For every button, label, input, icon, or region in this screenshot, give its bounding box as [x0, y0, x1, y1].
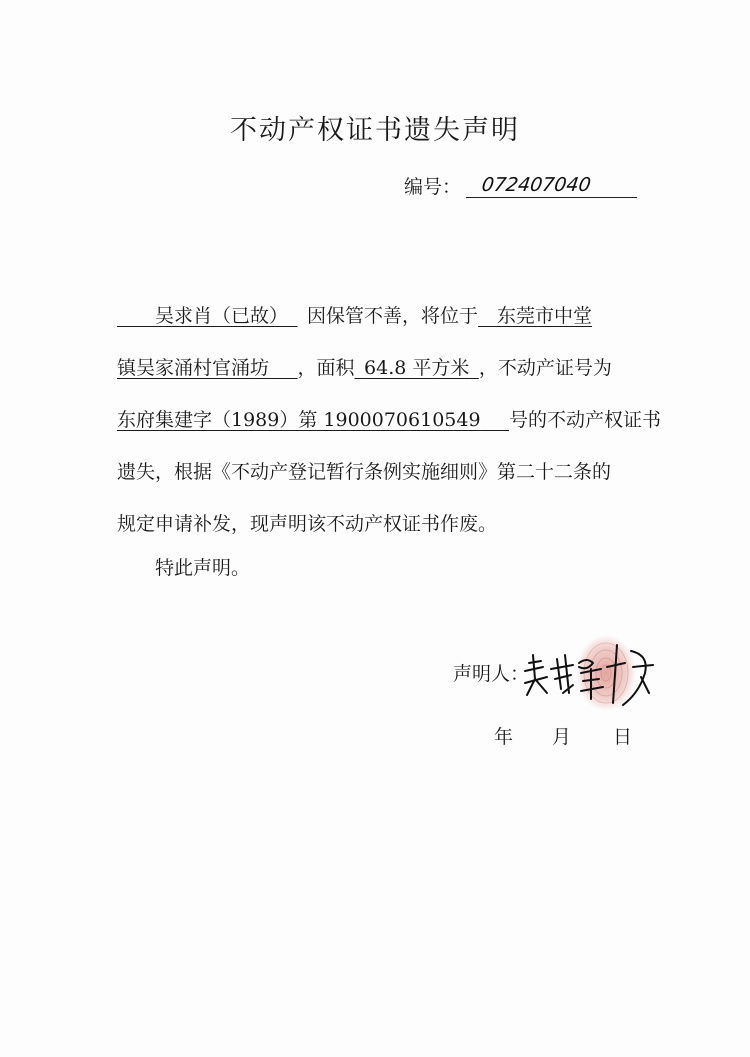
number-value: 072407040: [466, 174, 640, 198]
signature-block: [453, 655, 673, 715]
date-day: 日: [613, 726, 633, 748]
body-line-4: 遗失，根据《不动产登记暂行条例实施细则》第二十二条的: [117, 461, 612, 483]
owner-name: 吴求肖（已故）: [155, 305, 289, 327]
body-text: ，不动产证号为: [478, 357, 612, 379]
location-part-2: 镇吴家涌村官涌坊: [117, 357, 270, 379]
location-part-1: 东莞市中堂: [497, 305, 593, 327]
date-month: 月: [552, 726, 572, 748]
body-line-1: [117, 304, 592, 328]
handwritten-signature: [521, 633, 661, 713]
body-text: ，面积: [297, 357, 355, 379]
body-text: 因保管不善，将位于: [307, 305, 479, 327]
body-line-3: [117, 408, 661, 432]
body-line-5: 规定申请补发，现声明该不动产权证书作废。: [117, 513, 498, 535]
area-value: 64.8 平方米: [364, 357, 470, 379]
number-label: 编号：: [404, 176, 462, 198]
body-text: 号的不动产权证书: [509, 409, 662, 431]
document-title: 不动产权证书遗失声明: [230, 115, 520, 146]
declarant-label: 声明人：: [453, 663, 530, 685]
certificate-number: 东府集建字（1989）第 1900070610549: [117, 409, 481, 431]
body-line-2: [117, 356, 612, 380]
closing-statement: 特此声明。: [155, 557, 251, 579]
date-year: 年: [494, 726, 514, 748]
